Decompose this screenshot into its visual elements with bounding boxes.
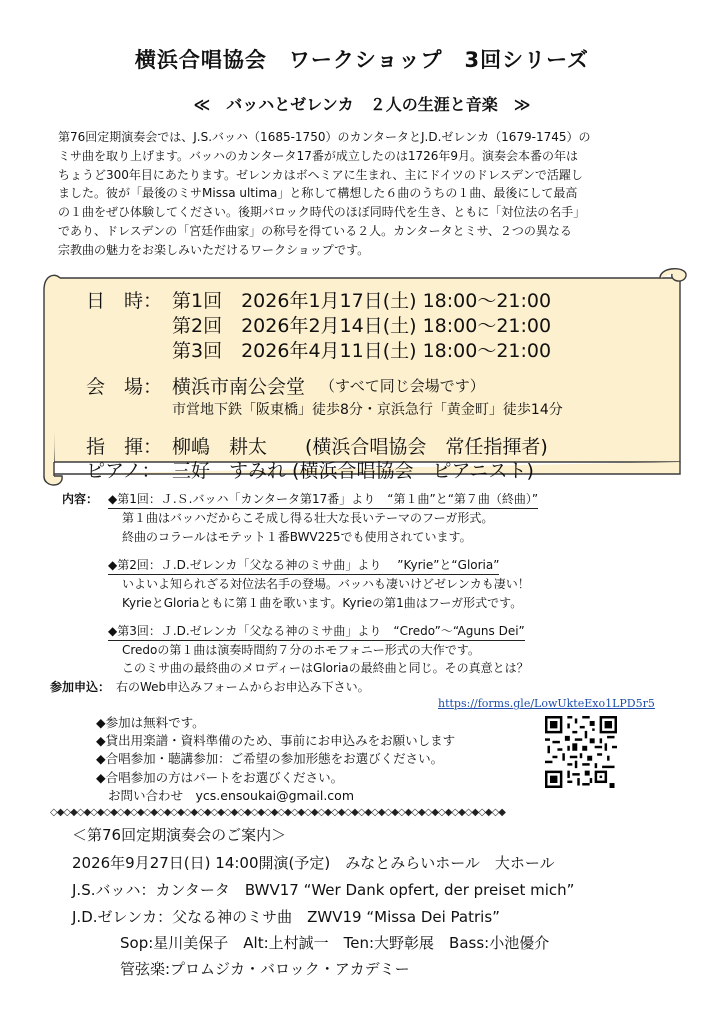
date-session-3: 第3回 2026年4月11日(土) 18:00～21:00	[172, 340, 552, 362]
conductor-name: 柳嶋 耕太 (横浜合唱協会 常任指揮者)	[172, 436, 548, 458]
intro-line: ました。彼が「最後のミサMissa ultima」と称して構想した６曲のうちの１曲、最後にして最高	[58, 186, 578, 201]
application-text: 右のWeb申込みフォームからお申込み下さい。	[116, 680, 370, 694]
venue-name: 横浜市南公会堂	[172, 376, 306, 398]
contents-label: 内容：	[62, 492, 99, 506]
intro-line: ちょうど300年目にあたります。ゼレンカはボヘミアに生まれ、主にドイツのドレスデンで活躍し	[58, 167, 583, 182]
piano-label: ピアノ：	[86, 460, 161, 482]
session-1-line: 第１曲はバッハだからこそ成し得る壮大な長いテーマのフーガ形式。	[122, 511, 494, 525]
concert-soloists: Sop:星川美保子 Alt:上村誠一 Ten:大野彰展 Bass:小池優介	[120, 934, 550, 952]
session-1-heading: ◆第1回：Ｊ.Ｓ.バッハ「カンタータ第17番」より “第１曲”と“第７曲（終曲）”	[108, 490, 538, 509]
application-form-link[interactable]: https://forms.gle/LowUkteExo1LPD5r5	[438, 697, 655, 710]
conductor-label: 指 揮：	[86, 436, 163, 458]
contact-email[interactable]: お問い合わせ ycs.ensoukai@gmail.com	[108, 787, 354, 803]
session-2-line: KyrieとGloriaともに第１曲を歌います。Kyrieの第1曲はフーガ形式です。	[122, 596, 523, 610]
concert-heading: ＜第76回定期演奏会のご案内＞	[72, 826, 287, 844]
session-2-heading: ◆第2回：Ｊ.D.ゼレンカ「父なる神のミサ曲」より ”Kyrie”と“Gloria”	[108, 556, 499, 575]
venue-label: 会 場：	[86, 376, 163, 398]
concert-work-bach: J.S.バッハ：カンタータ BWV17 “Wer Dank opfert, der preiset mich”	[72, 881, 575, 899]
page-title: 横浜合唱協会 ワークショップ 3回シリーズ	[134, 48, 590, 72]
intro-line: 第76回定期演奏会では、J.S.バッハ（1685-1750）のカンタータとJ.D.ゼレンカ（1679-1745）の	[58, 130, 591, 144]
note-item: ◆貸出用楽譜・資料準備のため、事前にお申込みをお願いします	[96, 733, 456, 749]
intro-line: の１曲をぜひ体験してください。後期バロック時代のほぼ同時代を生き、ともに「対位法の名手」	[58, 205, 586, 220]
concert-orchestra: 管弦楽:プロムジカ・バロック・アカデミー	[120, 960, 410, 978]
session-3-heading: ◆第3回：Ｊ.D.ゼレンカ「父なる神のミサ曲」より “Credo”～“Aguns Dei”	[108, 622, 525, 641]
date-label: 日 時：	[86, 290, 163, 312]
note-item: ◆参加は無料です。	[96, 715, 205, 730]
notes-list	[96, 714, 455, 805]
venue-note: （すべて同じ会場です）	[320, 377, 485, 395]
page-subtitle: ≪ バッハとゼレンカ ２人の生涯と音楽 ≫	[193, 95, 531, 114]
concert-work-zelenka: J.D.ゼレンカ：父なる神のミサ曲 ZWV19 “Missa Dei Patris”	[72, 908, 500, 926]
session-2-line: いよいよ知られざる対位法名手の登場。バッハも凄いけどゼレンカも凄い！	[122, 577, 530, 591]
concert-date: 2026年9月27日(日) 14:00開演(予定) みなとみらいホール 大ホール	[72, 854, 555, 872]
piano-name: 三好 すみれ (横浜合唱協会 ピアニスト)	[172, 460, 534, 482]
venue-access: 市営地下鉄「阪東橋」徒歩8分・京浜急行「黄金町」徒歩14分	[172, 402, 563, 418]
decorative-divider: ◇◆◇◆◇◆◇◆◇◆◇◆◇◆◇◆◇◆◇◆◇◆◇◆◇◆◇◆◇◆◇◆◇◆◇◆◇◆◇◆◇◆◇◆◇◆◇◆◇◆◇◆◇◆◇◆◇◆◇◆◇◆◇◆◇◆◇◆	[50, 807, 505, 818]
intro-line: ミサ曲を取り上げます。バッハのカンタータ17番が成立したのは1726年9月。演奏会本番の年は	[58, 148, 579, 163]
session-1-line: 終曲のコラールはモテット１番BWV225でも使用されています。	[122, 530, 472, 544]
session-3-line: このミサ曲の最終曲のメロディーはGloriaの最終曲と同じ。その真意とは？	[122, 661, 529, 675]
date-session-1: 第1回 2026年1月17日(土) 18:00～21:00	[172, 290, 552, 312]
intro-line: 宗教曲の魅力をお楽しみいただけるワークショップです。	[58, 242, 370, 257]
date-session-2: 第2回 2026年2月14日(土) 18:00～21:00	[172, 315, 552, 337]
note-item: ◆合唱参加の方はパートをお選びください。	[96, 769, 344, 785]
session-3-line: Credoの第１曲は演奏時間約７分のホモフォニー形式の大作です。	[122, 643, 480, 657]
intro-paragraph	[58, 128, 678, 260]
intro-line: であり、ドレスデンの「宮廷作曲家」の称号を得ている２人。カンタータとミサ、２つの異なる	[58, 223, 572, 238]
application-label: 参加申込：	[50, 680, 111, 694]
note-item: ◆合唱参加・聴講参加：ご希望の参加形態をお選びください。	[96, 751, 444, 767]
qr-code-icon[interactable]	[545, 716, 617, 788]
